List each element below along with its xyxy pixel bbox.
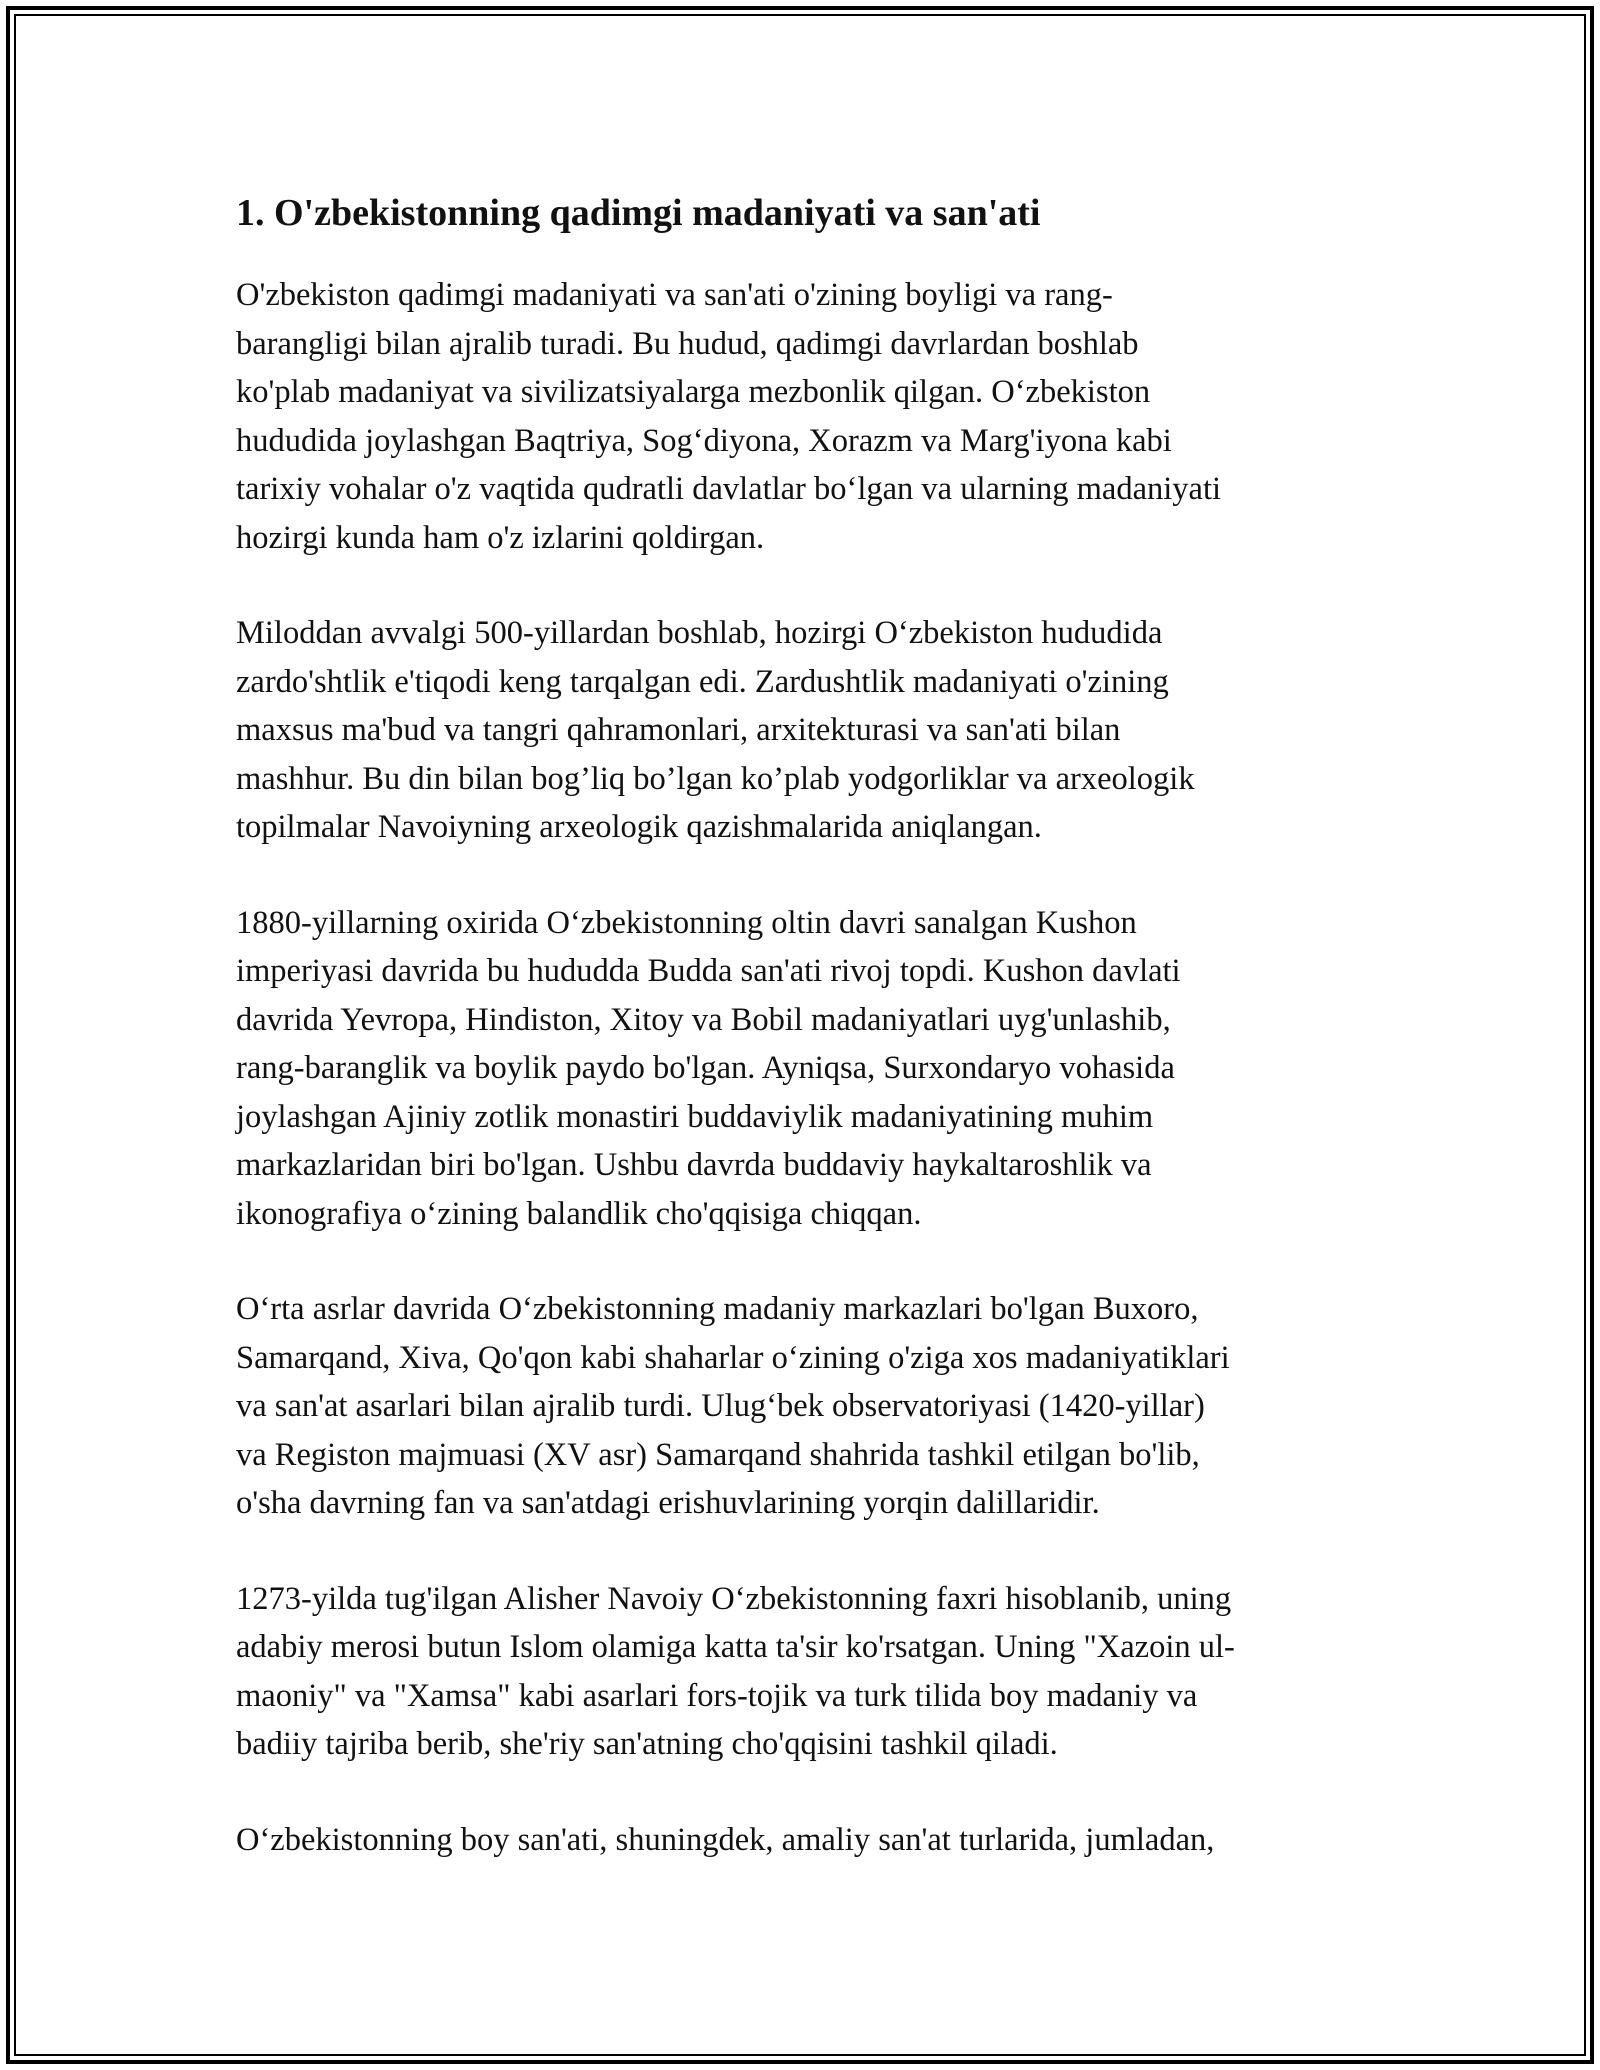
text-line: hozirgi kunda ham o'z izlarini qoldirgan. (236, 519, 765, 556)
text-line: adabiy merosi butun Islom olamiga katta ta'sir ko'rsatgan. Uning "Xazoin ul- (236, 1629, 1235, 1665)
text-line: O‘rta asrlar davrida O‘zbekistonning madaniy markazlari bo'lgan Buxoro, (236, 1291, 1199, 1327)
document-page (236, 185, 1366, 1911)
text-line: maoniy" va "Xamsa" kabi asarlari fors-tojik va turk tilida boy madaniy va (236, 1677, 1198, 1714)
text-line: va Registon majmuasi (XV asr) Samarqand shahrida tashkil etilgan bo'lib, (236, 1436, 1200, 1473)
text-line: topilmalar Navoiyning arxeologik qazishmalarida aniqlangan. (236, 809, 1042, 845)
paragraph (236, 899, 1366, 1239)
text-line: O‘zbekistonning boy san'ati, shuningdek, amaliy san'at turlarida, jumladan, (236, 1821, 1215, 1858)
text-line: 1273-yilda tug'ilgan Alisher Navoiy O‘zbekistonning faxri hisoblanib, uning (236, 1580, 1232, 1617)
text-line: hududida joylashgan Baqtriya, Sog‘diyona, Xorazm va Marg'iyona kabi (236, 422, 1172, 459)
text-line: ko'plab madaniyat va sivilizatsiyalarga mezbonlik qilgan. O‘zbekiston (236, 374, 1151, 410)
text-line: markazlaridan biri bo'lgan. Ushbu davrda buddaviy haykaltaroshlik va (236, 1147, 1152, 1183)
paragraph (236, 271, 1366, 562)
paragraph (236, 1575, 1366, 1769)
text-line: va san'at asarlari bilan ajralib turdi. Ulug‘bek observatoriyasi (1420-yillar) (236, 1388, 1205, 1424)
text-line: imperiyasi davrida bu hududda Budda san'ati rivoj topdi. Kushon davlati (236, 953, 1181, 989)
text-line: barangligi bilan ajralib turadi. Bu hudud, qadimgi davrlardan boshlab (236, 325, 1139, 362)
text-line: joylashgan Ajiniy zotlik monastiri buddaviylik madaniyatining muhim (236, 1098, 1154, 1135)
text-line: O'zbekiston qadimgi madaniyati va san'ati o'zining boyligi va rang- (236, 277, 1113, 313)
text-line: maxsus ma'bud va tangri qahramonlari, arxitekturasi va san'ati bilan (236, 712, 1121, 748)
text-line: mashhur. Bu din bilan bog’liq bo’lgan ko’plab yodgorliklar va arxeologik (236, 760, 1195, 797)
paragraph (236, 1285, 1366, 1528)
text-line: tarixiy vohalar o'z vaqtida qudratli davlatlar bo‘lgan va ularning madaniyati (236, 471, 1222, 507)
text-line: Miloddan avvalgi 500-yillardan boshlab, hozirgi O‘zbekiston hududida (236, 615, 1163, 651)
text-line: ikonografiya o‘zining balandlik cho'qqisiga chiqqan. (236, 1195, 922, 1232)
text-line: o'sha davrning fan va san'atdagi erishuvlarining yorqin dalillaridir. (236, 1485, 1100, 1521)
paragraph (236, 609, 1366, 852)
text-line: rang-baranglik va boylik paydo bo'lgan. Ayniqsa, Surxondaryo vohasida (236, 1050, 1175, 1086)
text-line: zardo'shtlik e'tiqodi keng tarqalgan edi. Zardushtlik madaniyati o'zining (236, 663, 1169, 700)
paragraph (236, 1816, 1366, 1865)
text-line: Samarqand, Xiva, Qo'qon kabi shaharlar o‘zining o'ziga xos madaniyatiklari (236, 1339, 1230, 1376)
text-line: davrida Yevropa, Hindiston, Xitoy va Bobil madaniyatlari uyg'unlashib, (236, 1001, 1171, 1038)
text-line: 1880-yillarning oxirida O‘zbekistonning oltin davri sanalgan Kushon (236, 904, 1137, 941)
text-line: badiiy tajriba berib, she'riy san'atning cho'qqisini tashkil qiladi. (236, 1726, 1058, 1762)
section-heading: 1. O'zbekistonning qadimgi madaniyati va san'ati (236, 192, 1041, 234)
